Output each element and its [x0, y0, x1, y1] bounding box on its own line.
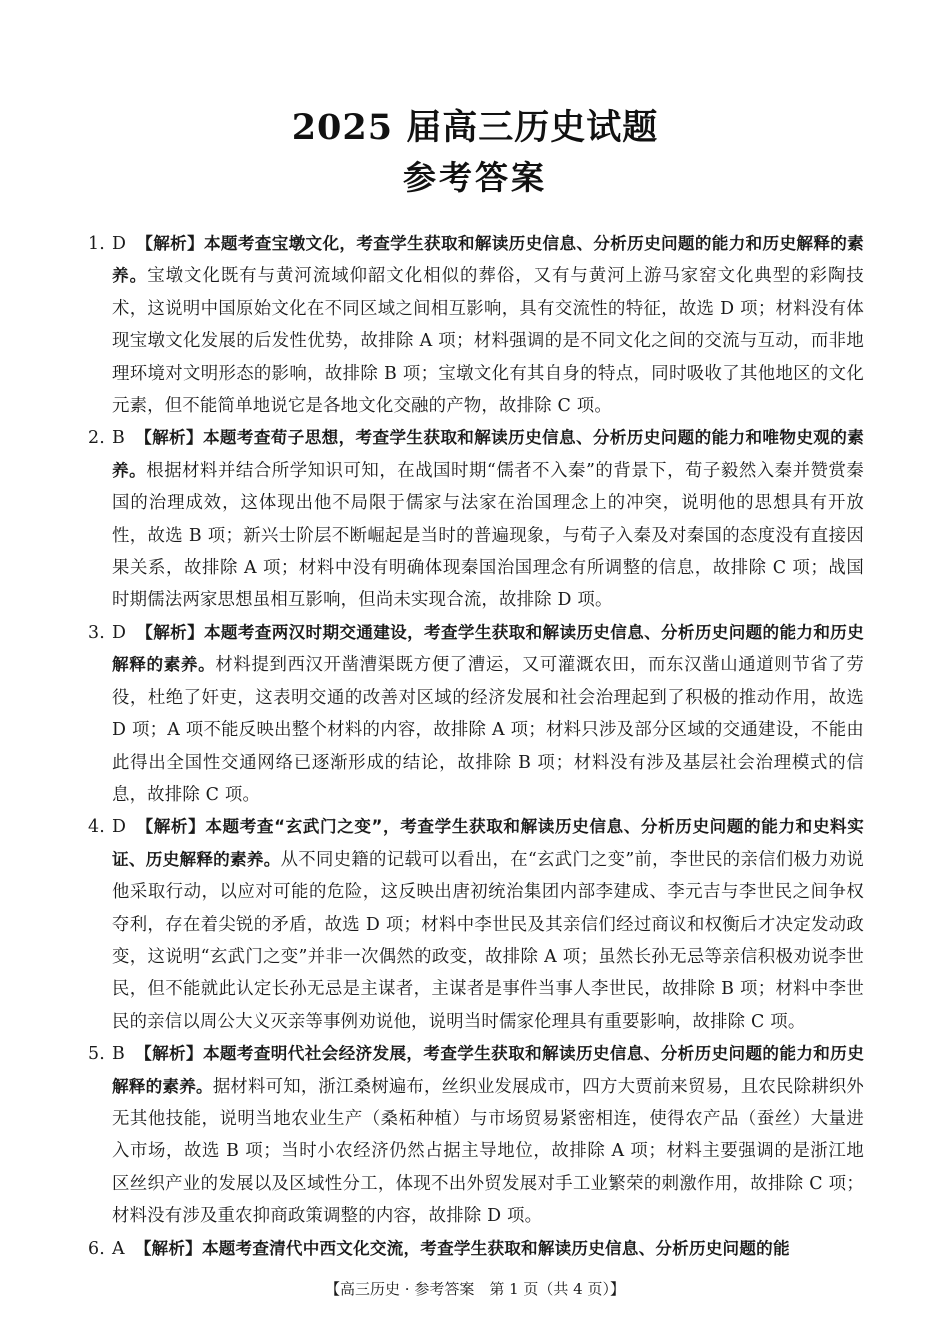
analysis-tag: 【解析】	[134, 1238, 202, 1258]
question-answer: D	[112, 622, 127, 643]
page-subtitle: 参考答案	[403, 158, 547, 197]
answer-list	[88, 228, 864, 1265]
question-number: 1.	[88, 234, 105, 254]
analysis-tag: 【解析】	[136, 622, 204, 642]
question-number: 6.	[88, 1238, 105, 1259]
question-explanation: 从不同史籍的记载可以看出，在“玄武门之变”前，李世民的亲信们极力劝说他采取行动，以应对可能的危险，这反映出唐初统治集团内部李建成、李元吉与李世民之间争权夺利，存在着尖锐的矛盾，故选 D 项；材料中李世民及其亲信们经过商议和权衡后才决定发动政变，这说明“玄武门之变”并非一次偶然的政变，故排除 A 项；虽然长孙无忌等亲信积极劝说李世民，但不能就此认定长孙无忌是主谋者，主谋者是事件当事人李世民，故排除 B 项；材料中李世民的亲信以周公大义灭亲等事例劝说他，说明当时儒家伦理具有重要影响，故排除 C 项。	[112, 849, 865, 1032]
analysis-tag: 【解析】	[134, 1044, 203, 1064]
question-answer: B	[112, 1044, 125, 1065]
question-answer: D	[112, 234, 127, 254]
question-number: 5.	[88, 1044, 105, 1065]
question-explanation: 据材料可知，浙江桑树遍布，丝织业发展成市，四方大贾前来贸易，且农民除耕织外无其他技能，说明当地农业生产（桑柘种植）与市场贸易紧密相连，使得农产品（蚕丝）大量进入市场，故选 B 项；当时小农经济仍然占据主导地位，故排除 A 项；材料主要强调的是浙江地区丝织产业的发展以及区域性分工，体现不出外贸发展对手工业繁荣的刺激作用，故排除 C 项；材料没有涉及重农抑商政策调整的内容，故排除 D 项。	[112, 1076, 865, 1227]
question-focus: 本题考查荀子思想，考查学生获取和解读历史信息、分析历史问题的能力和唯物史观的素养。	[112, 428, 864, 480]
question-answer: A	[112, 1238, 125, 1259]
analysis-tag: 【解析】	[136, 234, 204, 253]
question-number: 4.	[88, 817, 105, 838]
analysis-tag: 【解析】	[136, 817, 206, 837]
question-item	[88, 811, 864, 1038]
question-item	[88, 228, 864, 422]
analysis-tag: 【解析】	[134, 428, 203, 448]
question-number: 3.	[88, 622, 105, 643]
question-focus: 本题考查清代中西文化交流，考查学生获取和解读历史信息、分析历史问题的能	[201, 1238, 790, 1258]
question-item	[88, 617, 864, 811]
question-item	[88, 1233, 864, 1265]
question-focus: 本题考查宝墩文化，考查学生获取和解读历史信息、分析历史问题的能力和历史解释的素养。	[112, 234, 864, 286]
question-answer: B	[112, 428, 125, 449]
question-explanation: 根据材料并结合所学知识可知，在战国时期“儒者不入秦”的背景下，荀子毅然入秦并赞赏秦国的治理成效，这体现出他不局限于儒家与法家在治国理念上的冲突，说明他的思想具有开放性，故选 B 项；新兴士阶层不断崛起是当时的普遍现象，与荀子入秦及对秦国的态度没有直接因果关系，故排除 A 项；材料中没有明确体现秦国治国理念有所调整的信息，故排除 C 项；战国时期儒法两家思想虽相互影响，但尚未实现合流，故排除 D 项。	[112, 460, 864, 611]
question-explanation: 宝墩文化既有与黄河流域仰韶文化相似的葬俗，又有与黄河上游马家窑文化典型的彩陶技术，这说明中国原始文化在不同区域之间相互影响，具有交流性的特征，故选 D 项；材料没有体现宝墩文化发展的后发性优势，故排除 A 项；材料强调的是不同文化之间的交流与互动，而非地理环境对文明形态的影响，故排除 B 项；宝墩文化有其自身的特点，同时吸收了其他地区的文化元素，但不能简单地说它是各地文化交融的产物，故排除 C 项。	[112, 266, 864, 417]
question-item	[88, 422, 864, 616]
question-item	[88, 1038, 864, 1232]
page-title: 2025 届高三历史试题	[291, 107, 659, 148]
question-focus: 本题考查“玄武门之变”，考查学生获取和解读历史信息、分析历史问题的能力和史料实证、历史解释的素养。	[112, 817, 864, 869]
question-number: 2.	[88, 428, 105, 449]
question-answer: D	[112, 817, 127, 838]
question-explanation: 材料提到西汉开凿漕渠既方便了漕运，又可灌溉农田，而东汉凿山通道则节省了劳役，杜绝了奸吏，这表明交通的改善对区域的经济发展和社会治理起到了积极的推动作用，故选 D 项；A 项不能反映出整个材料的内容，故排除 A 项；材料只涉及部分区域的交通建设，不能由此得出全国性交通网络已逐渐形成的结论，故排除 B 项；材料没有涉及基层社会治理模式的信息，故排除 C 项。	[112, 655, 864, 805]
question-focus: 本题考查两汉时期交通建设，考查学生获取和解读历史信息、分析历史问题的能力和历史解释的素养。	[112, 622, 864, 675]
question-focus: 本题考查明代社会经济发展，考查学生获取和解读历史信息、分析历史问题的能力和历史解释的素养。	[112, 1044, 864, 1096]
page-footer: 【高三历史 · 参考答案 第 1 页（共 4 页）】	[325, 1280, 625, 1298]
